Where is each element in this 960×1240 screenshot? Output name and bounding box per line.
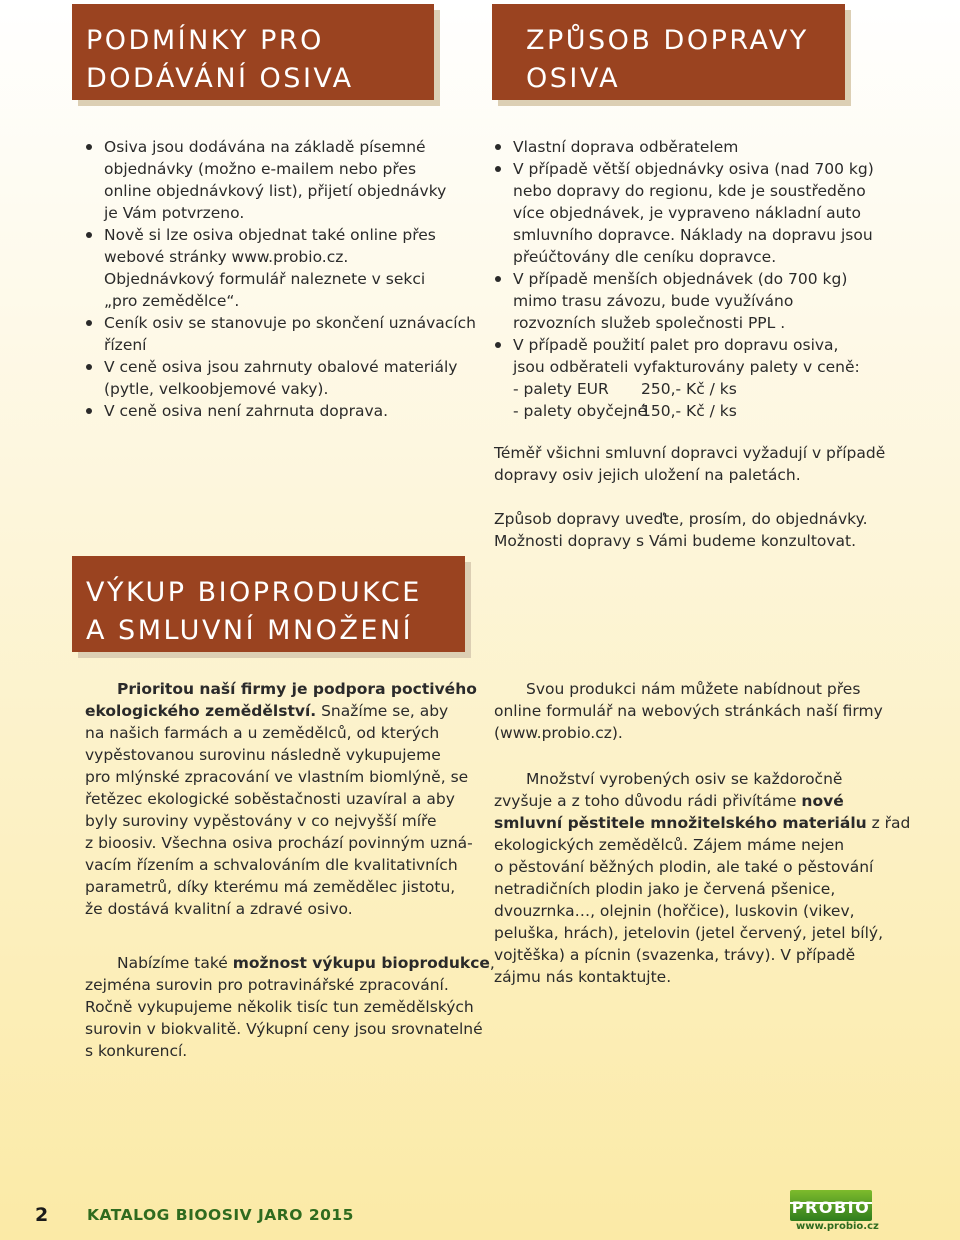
text-line: „pro zemědělce“. bbox=[104, 292, 240, 310]
text-line: byly suroviny vypěstovány v co nejvyšší míře bbox=[85, 812, 437, 830]
list-item bbox=[86, 400, 466, 422]
heading-vykup bbox=[72, 556, 465, 652]
text-line: smluvního dopravce. Náklady na dopravu jsou bbox=[513, 226, 873, 244]
list-item bbox=[86, 356, 466, 400]
text-fragment: zvyšuje a z toho důvodu rádi přivítáme bbox=[494, 792, 802, 810]
text-line: surovin v biokvalitě. Výkupní ceny jsou srovnatelné bbox=[85, 1020, 483, 1038]
text-line: přeúčtovány dle ceníku dopravce. bbox=[513, 248, 777, 266]
bold-text: ekologického zemědělství. bbox=[85, 702, 317, 720]
text-line: více objednávek, je vypraveno nákladní auto bbox=[513, 204, 861, 222]
text-line: rozvozních služeb společnosti PPL . bbox=[513, 314, 786, 332]
doprava-note-order bbox=[494, 508, 868, 552]
list-item bbox=[495, 136, 885, 158]
text-line bbox=[494, 812, 910, 834]
text-line: s konkurencí. bbox=[85, 1042, 188, 1060]
text-line: online objednávkový list), přijetí objednávky bbox=[104, 182, 447, 200]
text-line: pro mlýnské zpracování ve vlastním biomlýně, se bbox=[85, 768, 469, 786]
list-item bbox=[495, 268, 885, 334]
page-number: 2 bbox=[35, 1204, 49, 1226]
logo-url: www.probio.cz bbox=[796, 1221, 879, 1232]
text-line: ekologických zemědělců. Zájem máme nejen bbox=[494, 836, 845, 854]
list-item bbox=[86, 136, 466, 224]
text-line: zájmu nás kontaktujte. bbox=[494, 968, 672, 986]
pallet-price: 150,- Kč / ks bbox=[641, 402, 737, 420]
bold-text: nové bbox=[801, 792, 844, 810]
text-line: Vlastní doprava odběratelem bbox=[513, 138, 739, 156]
text-line: peluška, hrách), jetelovin (jetel červený, jetel bílý, bbox=[494, 924, 884, 942]
heading-line: OSIVA bbox=[526, 63, 621, 94]
text-line: Ceník osiv se stanovuje po skončení uznávacích bbox=[104, 314, 476, 332]
text-line: V případě použití palet pro dopravu osiva, bbox=[513, 336, 839, 354]
heading-line: VÝKUP BIOPRODUKCE bbox=[86, 577, 422, 608]
heading-doprava bbox=[492, 4, 845, 100]
text-line: nebo dopravy do regionu, kde je soustředěno bbox=[513, 182, 866, 200]
doprava-list bbox=[495, 136, 885, 422]
text-line: Svou produkci nám můžete nabídnout přes bbox=[526, 680, 861, 698]
catalog-title: KATALOG BIOOSIV JARO 2015 bbox=[87, 1206, 354, 1224]
text-line: objednávky (možno e-mailem nebo přes bbox=[104, 160, 417, 178]
pallet-type: - palety obyčejné bbox=[513, 402, 648, 420]
text-line: vacím řízením a schvalováním dle kvalitativních bbox=[85, 856, 458, 874]
text-line: Ročně vykupujeme několik tisíc tun zemědělských bbox=[85, 998, 474, 1016]
text-line: Množství vyrobených osiv se každoročně bbox=[526, 770, 843, 788]
text-line: Objednávkový formulář naleznete v sekci bbox=[104, 270, 426, 288]
heading-podminky bbox=[72, 4, 434, 100]
text-line: Možnosti dopravy s Vámi budeme konzultovat. bbox=[494, 532, 857, 550]
pallet-price: 250,- Kč / ks bbox=[641, 380, 737, 398]
pallet-row bbox=[513, 400, 885, 422]
text-line: o pěstování běžných plodin, ale také o pěstování bbox=[494, 858, 874, 876]
text-line: že dostává kvalitní a zdravé osivo. bbox=[85, 900, 353, 918]
text-line: V ceně osiva jsou zahrnuty obalové materiály bbox=[104, 358, 458, 376]
text-line: zejména surovin pro potravinářské zpracování. bbox=[85, 976, 449, 994]
text-line bbox=[85, 700, 477, 722]
text-line: online formulář na webových stránkách naší firmy bbox=[494, 702, 883, 720]
list-item bbox=[86, 224, 466, 312]
probio-logo bbox=[790, 1190, 879, 1236]
heading-line: PODMÍNKY PRO bbox=[86, 25, 324, 56]
podminky-list bbox=[86, 136, 476, 422]
pallet-row bbox=[513, 378, 885, 400]
bold-text: Prioritou naší firmy je podpora poctivého bbox=[117, 680, 477, 698]
text-line: V případě menších objednávek (do 700 kg) bbox=[513, 270, 848, 288]
doprava-note-pallets bbox=[494, 442, 885, 486]
text-line: vojtěška) a pícnin (svazenka, trávy). V případě bbox=[494, 946, 856, 964]
text-fragment: Snažíme se, aby bbox=[321, 702, 449, 720]
heading-line: A SMLUVNÍ MNOŽENÍ bbox=[86, 615, 414, 646]
text-line: vypěstovanou surovinu následně vykupujeme bbox=[85, 746, 441, 764]
heading-line: ZPŮSOB DOPRAVY bbox=[526, 25, 809, 56]
text-line: parametrů, díky kterému má zemědělec jistotu, bbox=[85, 878, 456, 896]
text-line: Téměř všichni smluvní dopravci vyžadují v případě bbox=[494, 444, 886, 462]
text-line: řízení bbox=[104, 336, 147, 354]
text-line: (www.probio.cz). bbox=[494, 724, 623, 742]
text-line: webové stránky www.probio.cz. bbox=[104, 248, 349, 266]
text-line bbox=[85, 678, 477, 700]
text-line: (pytle, velkoobjemové vaky). bbox=[104, 380, 329, 398]
vykup-paragraph-growers bbox=[494, 768, 910, 988]
pallet-type: - palety EUR bbox=[513, 380, 609, 398]
text-line: je Vám potvrzeno. bbox=[104, 204, 245, 222]
text-line: z bioosiv. Všechna osiva prochází povinným uzná- bbox=[85, 834, 473, 852]
text-line: V ceně osiva není zahrnuta doprava. bbox=[104, 402, 389, 420]
list-item bbox=[495, 158, 885, 268]
text-line: Nově si lze osiva objednat také online přes bbox=[104, 226, 436, 244]
list-item bbox=[86, 312, 476, 356]
text-line: V případě větší objednávky osiva (nad 700 kg) bbox=[513, 160, 874, 178]
vykup-paragraph-online bbox=[494, 678, 883, 744]
text-line: dvouzrnka…, olejnin (hořčice), luskovin (vikev, bbox=[494, 902, 855, 920]
vykup-paragraph-priority bbox=[85, 678, 477, 920]
text-line: na našich farmách a u zemědělců, od kterých bbox=[85, 724, 440, 742]
bold-text: smluvní pěstitele množitelského materiálu bbox=[494, 814, 867, 832]
text-line: řetězec ekologické soběstačnosti uzavíral a aby bbox=[85, 790, 455, 808]
list-item bbox=[495, 334, 885, 422]
logo-word: PROBIO bbox=[791, 1198, 871, 1217]
vykup-paragraph-offer bbox=[85, 952, 495, 1062]
text-line: Způsob dopravy uveďte, prosím, do objednávky. bbox=[494, 510, 868, 528]
heading-line: DODÁVÁNÍ OSIVA bbox=[86, 63, 354, 94]
text-line bbox=[85, 952, 495, 974]
text-fragment: z řad bbox=[866, 814, 911, 832]
text-line: mimo trasu závozu, bude využíváno bbox=[513, 292, 794, 310]
text-line: dopravy osiv jejich uložení na paletách. bbox=[494, 466, 801, 484]
text-line: Osiva jsou dodávána na základě písemné bbox=[104, 138, 426, 156]
text-line bbox=[494, 790, 910, 812]
text-fragment: Nabízíme také bbox=[117, 954, 233, 972]
text-line: jsou odběrateli vyfakturovány palety v ceně: bbox=[513, 358, 860, 376]
text-fragment: , bbox=[489, 954, 495, 972]
bold-text: možnost výkupu bioprodukce bbox=[232, 954, 490, 972]
text-line: netradičních plodin jako je červená pšenice, bbox=[494, 880, 836, 898]
